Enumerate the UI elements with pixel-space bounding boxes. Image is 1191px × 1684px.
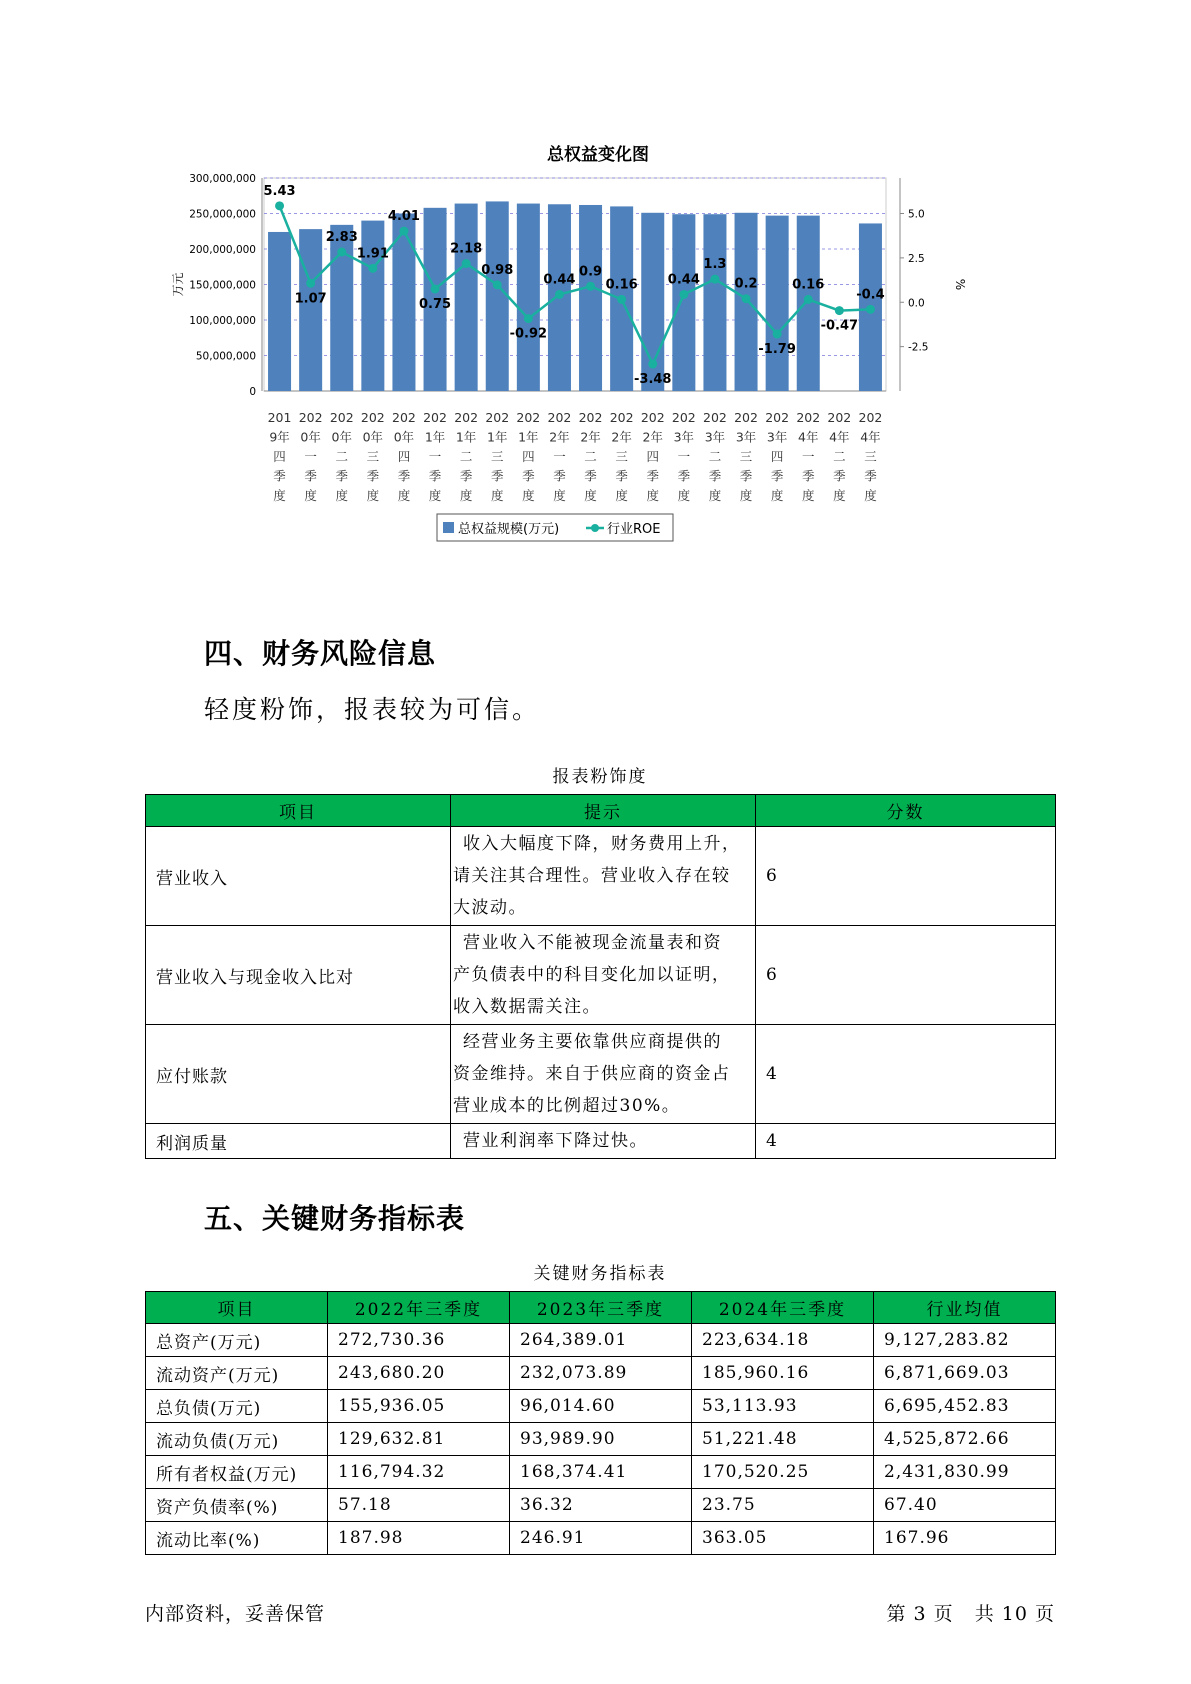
x-tick-label: 202 1年四季度	[516, 410, 541, 503]
x-tick-label: 202 0年一季度	[298, 410, 323, 503]
equity-change-chart	[160, 140, 1040, 600]
kpi-value: 4,525,872.66	[874, 1423, 1056, 1456]
x-tick-label: 202 3年三季度	[734, 410, 758, 503]
bar	[268, 232, 291, 391]
kpi-value: 246.91	[510, 1522, 692, 1555]
kpi-value: 170,520.25	[692, 1456, 874, 1489]
x-tick-label: 202 3年一季度	[671, 410, 696, 503]
roe-point	[555, 290, 564, 299]
roe-data-label: -1.79	[758, 342, 796, 358]
roe-data-label: -3.48	[634, 372, 672, 388]
x-tick-label: 201 9年四季度	[267, 410, 292, 503]
roe-point	[306, 279, 315, 288]
risk-table-caption: 报表粉饰度	[552, 767, 648, 787]
y2-tick-label: -2.5	[908, 341, 929, 354]
section4-heading: 四、财务风险信息	[204, 637, 437, 670]
roe-point	[804, 295, 813, 304]
roe-data-label: -0.92	[509, 326, 548, 342]
risk-hint	[451, 1124, 756, 1159]
kpi-table-row	[146, 1522, 1056, 1555]
risk-hint-line: 营业利润率下降过快。	[463, 1131, 648, 1151]
header-cell: 项目	[146, 1292, 328, 1324]
kpi-item: 资产负债率(%)	[146, 1489, 328, 1522]
x-tick-label: 202 4年三季度	[858, 410, 883, 503]
x-tick-label: 202 3年二季度	[703, 410, 727, 503]
kpi-value: 223,634.18	[692, 1324, 874, 1357]
y-tick-label: 150,000,000	[189, 279, 256, 292]
kpi-value: 187.98	[328, 1522, 510, 1555]
risk-item: 利润质量	[146, 1124, 451, 1159]
risk-hint-line: 收入数据需关注。	[453, 997, 601, 1017]
roe-point	[617, 295, 626, 304]
kpi-table-row	[146, 1456, 1056, 1489]
y2-tick-label: 5.0	[908, 208, 925, 221]
x-tick-label: 202 4年二季度	[827, 410, 852, 503]
roe-point	[462, 259, 471, 268]
risk-score: 4	[756, 1025, 1056, 1124]
kpi-value: 53,113.93	[692, 1390, 874, 1423]
y2-tick-label: 0.0	[908, 297, 925, 310]
x-tick-label: 202 1年三季度	[485, 410, 510, 503]
risk-summary: 轻度粉饰，报表较为可信。	[204, 695, 541, 724]
risk-table-row	[146, 1124, 1056, 1159]
kpi-item: 总负债(万元)	[146, 1390, 328, 1423]
kpi-item: 流动比率(%)	[146, 1522, 328, 1555]
kpi-table-row	[146, 1390, 1056, 1423]
roe-data-label: 0.44	[667, 272, 700, 288]
roe-point	[431, 284, 440, 293]
y-tick-label: 50,000,000	[195, 350, 256, 363]
risk-hint-line: 产负债表中的科目变化加以证明，	[453, 965, 731, 985]
kpi-value: 6,695,452.83	[874, 1390, 1056, 1423]
roe-data-label: 0.16	[605, 277, 638, 293]
roe-data-label: 2.83	[325, 230, 358, 246]
roe-point	[368, 264, 377, 273]
kpi-value: 272,730.36	[328, 1324, 510, 1357]
x-tick-label: 202 2年二季度	[578, 410, 603, 503]
risk-item: 营业收入	[146, 827, 451, 926]
kpi-value: 23.75	[692, 1489, 874, 1522]
roe-point	[835, 306, 844, 315]
kpi-value: 96,014.60	[510, 1390, 692, 1423]
roe-data-label: 5.43	[263, 183, 296, 199]
header-cell: 项目	[146, 795, 451, 827]
header-cell: 行业均值	[874, 1292, 1056, 1324]
y-tick-label: 300,000,000	[189, 173, 256, 185]
risk-score: 6	[756, 926, 1056, 1025]
roe-data-label: 0.2	[734, 276, 758, 292]
roe-point	[679, 290, 688, 299]
bar	[455, 204, 478, 391]
kpi-table-row	[146, 1324, 1056, 1357]
risk-hint-line: 营业收入不能被现金流量表和资	[463, 933, 722, 953]
x-tick-label: 202 0年四季度	[392, 410, 416, 503]
risk-item: 应付账款	[146, 1025, 451, 1124]
kpi-value: 36.32	[510, 1489, 692, 1522]
kpi-item: 所有者权益(万元)	[146, 1456, 328, 1489]
header-cell: 2024年三季度	[692, 1292, 874, 1324]
kpi-value: 67.40	[874, 1489, 1056, 1522]
risk-score: 4	[756, 1124, 1056, 1159]
roe-point	[773, 330, 782, 339]
risk-table-header	[146, 795, 1056, 827]
y2-axis-label: %	[953, 278, 967, 291]
x-tick-label: 202 2年四季度	[640, 410, 665, 503]
roe-point	[742, 294, 751, 303]
x-tick-label: 202 3年四季度	[765, 410, 790, 503]
x-tick-label: 202 4年一季度	[796, 410, 821, 503]
risk-table-row	[146, 827, 1056, 926]
bar	[579, 205, 602, 391]
roe-data-label: 2.18	[450, 241, 483, 257]
x-tick-label: 202 0年三季度	[360, 410, 385, 503]
risk-hint-line: 大波动。	[453, 898, 527, 918]
header-cell: 2022年三季度	[328, 1292, 510, 1324]
risk-hint-line: 收入大幅度下降，财务费用上升，	[463, 834, 741, 854]
kpi-value: 2,431,830.99	[874, 1456, 1056, 1489]
roe-point	[493, 280, 502, 289]
risk-hint	[451, 926, 756, 1025]
roe-point	[648, 360, 657, 369]
kpi-value: 168,374.41	[510, 1456, 692, 1489]
y-tick-label: 100,000,000	[189, 315, 256, 327]
footer-confidential: 内部资料，妥善保管	[145, 1603, 326, 1625]
section5-heading: 五、关键财务指标表	[204, 1202, 466, 1235]
bar	[299, 229, 322, 391]
risk-hint	[451, 827, 756, 926]
risk-hint-line: 请关注其合理性。营业收入存在较	[453, 866, 731, 886]
risk-table	[145, 794, 1056, 1159]
bar	[517, 204, 540, 391]
x-tick-label: 202 2年一季度	[547, 410, 572, 503]
kpi-table-caption: 关键财务指标表	[533, 1264, 667, 1284]
kpi-value: 116,794.32	[328, 1456, 510, 1489]
kpi-table-header	[146, 1292, 1056, 1324]
risk-hint-line: 经营业务主要依靠供应商提供的	[463, 1032, 722, 1052]
legend-line-marker	[591, 524, 599, 532]
footer-page-number: 第 3 页 共 10 页	[886, 1603, 1055, 1625]
header-cell: 提示	[451, 795, 756, 827]
kpi-item: 流动负债(万元)	[146, 1423, 328, 1456]
x-tick-label: 202 2年三季度	[609, 410, 634, 503]
y2-tick-label: 2.5	[908, 252, 925, 265]
y-tick-label: 0	[249, 386, 256, 398]
risk-table-row	[146, 926, 1056, 1025]
legend-line-label: 行业ROE	[607, 522, 661, 537]
risk-score: 6	[756, 827, 1056, 926]
legend-bar-swatch	[443, 522, 454, 533]
kpi-value: 51,221.48	[692, 1423, 874, 1456]
kpi-value: 57.18	[328, 1489, 510, 1522]
roe-data-label: -0.4	[856, 287, 885, 303]
risk-item: 营业收入与现金收入比对	[146, 926, 451, 1025]
kpi-value: 93,989.90	[510, 1423, 692, 1456]
kpi-value: 9,127,283.82	[874, 1324, 1056, 1357]
y-tick-label: 250,000,000	[189, 208, 256, 221]
kpi-table	[145, 1291, 1056, 1555]
roe-data-label: 0.16	[792, 277, 825, 293]
kpi-value: 363.05	[692, 1522, 874, 1555]
risk-hint-line: 资金维持。来自于供应商的资金占	[453, 1064, 731, 1084]
header-cell: 2023年三季度	[510, 1292, 692, 1324]
kpi-item: 总资产(万元)	[146, 1324, 328, 1357]
kpi-value: 167.96	[874, 1522, 1056, 1555]
chart-title: 总权益变化图	[547, 145, 649, 165]
bar	[766, 216, 789, 391]
kpi-value: 155,936.05	[328, 1390, 510, 1423]
roe-data-label: 0.75	[419, 296, 452, 312]
roe-point	[275, 201, 284, 210]
kpi-table-row	[146, 1489, 1056, 1522]
roe-point	[524, 314, 533, 323]
kpi-value: 129,632.81	[328, 1423, 510, 1456]
roe-data-label: 1.3	[703, 257, 727, 273]
roe-data-label: 0.9	[579, 264, 603, 280]
roe-point	[710, 275, 719, 284]
y-tick-label: 200,000,000	[189, 244, 256, 256]
x-tick-label: 202 0年二季度	[329, 410, 354, 503]
kpi-value: 264,389.01	[510, 1324, 692, 1357]
x-tick-label: 202 1年二季度	[454, 410, 479, 503]
kpi-item: 流动资产(万元)	[146, 1357, 328, 1390]
kpi-value: 232,073.89	[510, 1357, 692, 1390]
chart-plot-area	[171, 173, 967, 541]
kpi-value: 185,960.16	[692, 1357, 874, 1390]
kpi-value: 6,871,669.03	[874, 1357, 1056, 1390]
risk-hint	[451, 1025, 756, 1124]
roe-data-label: 0.98	[481, 262, 514, 278]
roe-data-label: 1.91	[356, 246, 389, 262]
bar	[672, 214, 695, 391]
kpi-value: 243,680.20	[328, 1357, 510, 1390]
header-cell: 分数	[756, 795, 1056, 827]
roe-point	[337, 248, 346, 257]
roe-point	[866, 305, 875, 314]
x-tick-label: 202 1年一季度	[423, 410, 447, 503]
kpi-table-row	[146, 1357, 1056, 1390]
roe-point	[399, 227, 408, 236]
roe-point	[586, 282, 595, 291]
legend-bar-label: 总权益规模(万元)	[458, 522, 560, 537]
roe-data-label: 1.07	[294, 291, 327, 307]
bar	[703, 214, 726, 391]
roe-data-label: 4.01	[387, 209, 420, 225]
roe-data-label: 0.44	[543, 272, 576, 288]
risk-table-row	[146, 1025, 1056, 1124]
risk-hint-line: 营业成本的比例超过30%。	[453, 1096, 681, 1116]
bar	[486, 201, 509, 391]
kpi-table-row	[146, 1423, 1056, 1456]
roe-data-label: -0.47	[820, 318, 859, 334]
y-axis-label: 万元	[171, 272, 185, 297]
